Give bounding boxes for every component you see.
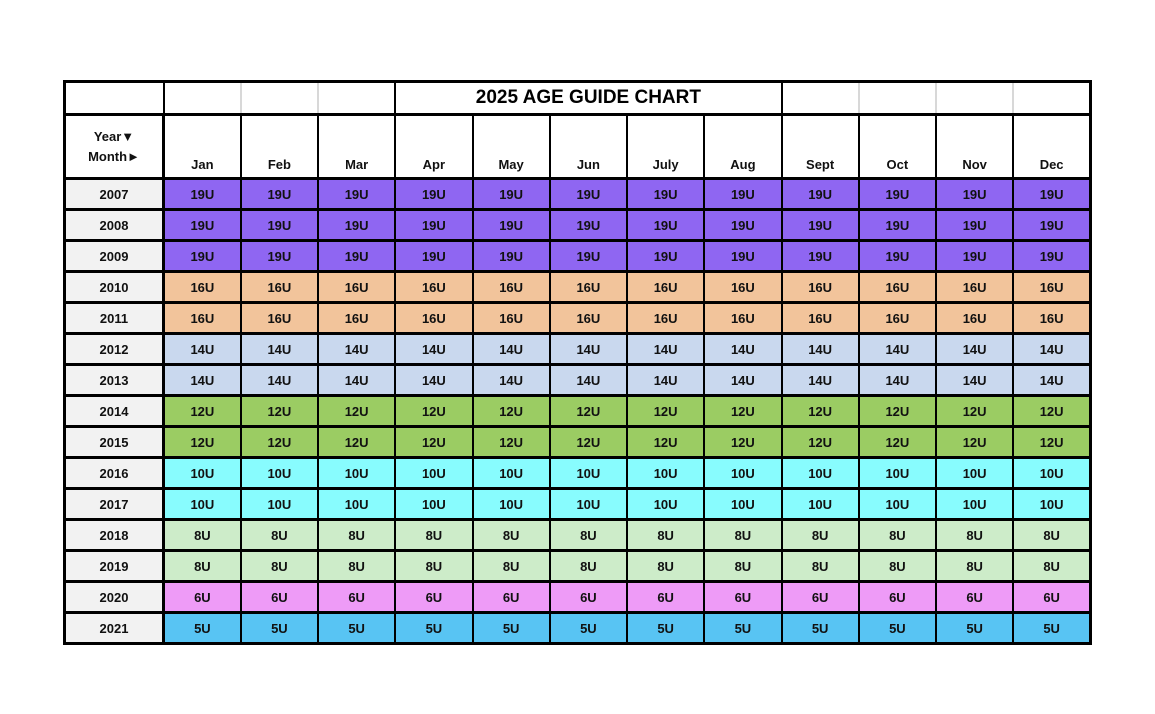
age-group-cell: 10U	[936, 489, 1013, 520]
age-group-cell: 16U	[318, 303, 395, 334]
age-group-cell: 10U	[395, 458, 472, 489]
age-group-cell: 12U	[704, 396, 781, 427]
age-group-cell: 19U	[473, 241, 550, 272]
birth-year-cell: 2011	[65, 303, 164, 334]
age-group-cell: 8U	[627, 551, 704, 582]
age-group-cell: 10U	[936, 458, 1013, 489]
age-group-cell: 19U	[859, 179, 936, 210]
year-row	[65, 272, 1091, 303]
age-group-cell: 19U	[395, 179, 472, 210]
age-group-cell: 8U	[704, 520, 781, 551]
year-row	[65, 489, 1091, 520]
age-group-cell: 16U	[395, 272, 472, 303]
age-group-cell: 12U	[704, 427, 781, 458]
age-group-cell: 10U	[241, 489, 318, 520]
age-group-cell: 19U	[473, 179, 550, 210]
age-group-cell: 5U	[859, 613, 936, 644]
age-group-cell: 14U	[550, 365, 627, 396]
age-group-cell: 19U	[782, 210, 859, 241]
age-group-cell: 16U	[1013, 303, 1090, 334]
age-group-cell: 5U	[936, 613, 1013, 644]
age-group-cell: 10U	[550, 458, 627, 489]
age-group-cell: 16U	[936, 303, 1013, 334]
age-group-cell: 8U	[473, 520, 550, 551]
age-group-cell: 16U	[627, 272, 704, 303]
age-group-cell: 19U	[241, 241, 318, 272]
age-group-cell: 19U	[627, 179, 704, 210]
age-group-cell: 19U	[704, 241, 781, 272]
age-group-cell: 5U	[318, 613, 395, 644]
year-row	[65, 241, 1091, 272]
year-row	[65, 396, 1091, 427]
birth-year-cell: 2021	[65, 613, 164, 644]
age-group-cell: 16U	[704, 303, 781, 334]
corner-header	[65, 115, 164, 179]
age-group-cell: 14U	[782, 365, 859, 396]
month-header: Sept	[782, 115, 859, 179]
age-group-cell: 6U	[395, 582, 472, 613]
age-group-cell: 16U	[782, 272, 859, 303]
age-group-cell: 8U	[395, 520, 472, 551]
age-group-cell: 10U	[473, 458, 550, 489]
age-group-cell: 10U	[1013, 458, 1090, 489]
age-group-cell: 14U	[936, 334, 1013, 365]
age-group-cell: 19U	[318, 210, 395, 241]
age-group-cell: 12U	[1013, 427, 1090, 458]
age-group-cell: 14U	[1013, 365, 1090, 396]
month-header: Mar	[318, 115, 395, 179]
age-group-cell: 6U	[936, 582, 1013, 613]
age-group-cell: 5U	[627, 613, 704, 644]
year-row	[65, 427, 1091, 458]
month-header-row	[65, 115, 1091, 179]
age-group-cell: 14U	[627, 365, 704, 396]
age-group-cell: 8U	[1013, 520, 1090, 551]
year-row	[65, 520, 1091, 551]
age-group-cell: 12U	[936, 396, 1013, 427]
age-group-cell: 19U	[473, 210, 550, 241]
age-group-cell: 8U	[936, 551, 1013, 582]
age-group-cell: 16U	[936, 272, 1013, 303]
age-group-cell: 8U	[550, 551, 627, 582]
age-group-cell: 12U	[395, 396, 472, 427]
age-group-cell: 5U	[550, 613, 627, 644]
title-spacer-cell	[782, 82, 859, 115]
birth-year-cell: 2018	[65, 520, 164, 551]
age-group-cell: 12U	[473, 396, 550, 427]
age-group-cell: 10U	[473, 489, 550, 520]
year-row	[65, 334, 1091, 365]
birth-year-cell: 2008	[65, 210, 164, 241]
title-spacer-cell	[65, 82, 164, 115]
age-group-cell: 19U	[550, 210, 627, 241]
year-row	[65, 303, 1091, 334]
age-group-cell: 12U	[164, 396, 241, 427]
age-group-cell: 8U	[473, 551, 550, 582]
title-spacer-cell	[1013, 82, 1090, 115]
age-group-cell: 12U	[1013, 396, 1090, 427]
birth-year-cell: 2007	[65, 179, 164, 210]
age-group-cell: 10U	[782, 458, 859, 489]
age-group-cell: 12U	[936, 427, 1013, 458]
age-group-cell: 16U	[164, 272, 241, 303]
month-header: Aug	[704, 115, 781, 179]
year-row	[65, 179, 1091, 210]
age-group-cell: 19U	[1013, 179, 1090, 210]
birth-year-cell: 2010	[65, 272, 164, 303]
age-group-cell: 10U	[164, 489, 241, 520]
age-group-cell: 12U	[627, 396, 704, 427]
birth-year-cell: 2017	[65, 489, 164, 520]
age-group-cell: 16U	[473, 303, 550, 334]
age-group-cell: 10U	[704, 489, 781, 520]
age-group-cell: 10U	[627, 489, 704, 520]
age-group-cell: 10U	[782, 489, 859, 520]
age-group-cell: 8U	[164, 551, 241, 582]
age-group-cell: 10U	[395, 489, 472, 520]
age-group-cell: 14U	[473, 334, 550, 365]
month-header: Nov	[936, 115, 1013, 179]
age-group-cell: 12U	[318, 396, 395, 427]
title-spacer-cell	[241, 82, 318, 115]
birth-year-cell: 2016	[65, 458, 164, 489]
age-group-cell: 12U	[473, 427, 550, 458]
year-row	[65, 613, 1091, 644]
age-group-cell: 16U	[241, 272, 318, 303]
age-guide-table	[63, 80, 1092, 645]
age-group-cell: 16U	[164, 303, 241, 334]
age-group-cell: 14U	[241, 334, 318, 365]
title-spacer-cell	[318, 82, 395, 115]
age-group-cell: 19U	[241, 210, 318, 241]
age-group-cell: 8U	[164, 520, 241, 551]
birth-year-cell: 2020	[65, 582, 164, 613]
age-group-cell: 19U	[318, 179, 395, 210]
age-group-cell: 16U	[859, 272, 936, 303]
age-group-cell: 14U	[936, 365, 1013, 396]
month-header: July	[627, 115, 704, 179]
year-row	[65, 210, 1091, 241]
age-group-cell: 14U	[704, 365, 781, 396]
age-group-cell: 6U	[241, 582, 318, 613]
age-group-cell: 12U	[782, 427, 859, 458]
age-group-cell: 16U	[395, 303, 472, 334]
age-group-cell: 12U	[241, 427, 318, 458]
age-group-cell: 8U	[318, 520, 395, 551]
age-group-cell: 10U	[859, 489, 936, 520]
title-spacer-cell	[936, 82, 1013, 115]
age-group-cell: 14U	[473, 365, 550, 396]
age-group-cell: 8U	[1013, 551, 1090, 582]
age-group-cell: 5U	[164, 613, 241, 644]
age-group-cell: 12U	[627, 427, 704, 458]
age-group-cell: 19U	[318, 241, 395, 272]
age-group-cell: 16U	[782, 303, 859, 334]
age-group-cell: 14U	[550, 334, 627, 365]
age-group-cell: 12U	[859, 427, 936, 458]
age-group-cell: 12U	[782, 396, 859, 427]
month-header: Dec	[1013, 115, 1090, 179]
age-group-cell: 19U	[782, 241, 859, 272]
age-group-cell: 19U	[936, 210, 1013, 241]
age-group-cell: 19U	[859, 210, 936, 241]
age-group-cell: 19U	[782, 179, 859, 210]
birth-year-cell: 2012	[65, 334, 164, 365]
age-group-cell: 10U	[704, 458, 781, 489]
age-group-cell: 14U	[1013, 334, 1090, 365]
age-group-cell: 8U	[782, 520, 859, 551]
age-group-cell: 8U	[782, 551, 859, 582]
month-header: Oct	[859, 115, 936, 179]
birth-year-cell: 2019	[65, 551, 164, 582]
age-rows	[65, 179, 1091, 644]
age-group-cell: 10U	[550, 489, 627, 520]
age-group-cell: 14U	[782, 334, 859, 365]
birth-year-cell: 2009	[65, 241, 164, 272]
year-row	[65, 365, 1091, 396]
age-group-cell: 8U	[241, 551, 318, 582]
month-header: Apr	[395, 115, 472, 179]
age-group-cell: 6U	[164, 582, 241, 613]
year-row	[65, 551, 1091, 582]
month-header: Jun	[550, 115, 627, 179]
age-group-cell: 16U	[859, 303, 936, 334]
age-group-cell: 16U	[550, 303, 627, 334]
age-group-cell: 19U	[936, 241, 1013, 272]
year-row	[65, 582, 1091, 613]
age-group-cell: 14U	[318, 334, 395, 365]
age-group-cell: 16U	[550, 272, 627, 303]
age-group-cell: 10U	[164, 458, 241, 489]
age-group-cell: 8U	[936, 520, 1013, 551]
age-group-cell: 19U	[627, 241, 704, 272]
age-group-cell: 19U	[936, 179, 1013, 210]
age-group-cell: 19U	[164, 179, 241, 210]
age-group-cell: 14U	[704, 334, 781, 365]
age-group-cell: 19U	[704, 210, 781, 241]
month-header: May	[473, 115, 550, 179]
age-group-cell: 19U	[164, 241, 241, 272]
age-group-cell: 8U	[627, 520, 704, 551]
year-axis-label: Year▼	[93, 128, 135, 144]
age-group-cell: 12U	[241, 396, 318, 427]
age-group-cell: 5U	[473, 613, 550, 644]
age-group-cell: 19U	[1013, 210, 1090, 241]
age-group-cell: 10U	[318, 458, 395, 489]
month-axis-label: Month►	[88, 148, 140, 164]
age-group-cell: 14U	[859, 365, 936, 396]
birth-year-cell: 2013	[65, 365, 164, 396]
age-group-cell: 5U	[241, 613, 318, 644]
month-header: Jan	[164, 115, 241, 179]
age-group-cell: 10U	[318, 489, 395, 520]
age-group-cell: 19U	[550, 241, 627, 272]
age-group-cell: 6U	[627, 582, 704, 613]
age-group-cell: 14U	[859, 334, 936, 365]
title-spacer-cell	[859, 82, 936, 115]
age-group-cell: 12U	[164, 427, 241, 458]
age-group-cell: 16U	[704, 272, 781, 303]
age-group-cell: 16U	[473, 272, 550, 303]
birth-year-cell: 2014	[65, 396, 164, 427]
age-group-cell: 6U	[782, 582, 859, 613]
age-group-cell: 19U	[395, 241, 472, 272]
age-group-cell: 10U	[1013, 489, 1090, 520]
age-group-cell: 8U	[704, 551, 781, 582]
age-group-cell: 6U	[704, 582, 781, 613]
age-group-cell: 19U	[395, 210, 472, 241]
chart-title: 2025 AGE GUIDE CHART	[395, 82, 781, 115]
age-group-cell: 5U	[782, 613, 859, 644]
birth-year-cell: 2015	[65, 427, 164, 458]
age-group-cell: 14U	[241, 365, 318, 396]
age-group-cell: 19U	[241, 179, 318, 210]
age-group-cell: 19U	[1013, 241, 1090, 272]
age-group-cell: 16U	[627, 303, 704, 334]
age-group-cell: 16U	[318, 272, 395, 303]
age-group-cell: 12U	[550, 427, 627, 458]
age-group-cell: 14U	[627, 334, 704, 365]
age-group-cell: 14U	[395, 365, 472, 396]
age-group-cell: 5U	[704, 613, 781, 644]
age-group-cell: 5U	[395, 613, 472, 644]
age-group-cell: 8U	[859, 520, 936, 551]
age-group-cell: 8U	[241, 520, 318, 551]
age-group-cell: 19U	[627, 210, 704, 241]
age-group-cell: 12U	[318, 427, 395, 458]
age-group-cell: 10U	[627, 458, 704, 489]
month-header: Feb	[241, 115, 318, 179]
age-group-cell: 19U	[164, 210, 241, 241]
age-group-cell: 16U	[1013, 272, 1090, 303]
age-group-cell: 8U	[859, 551, 936, 582]
age-group-cell: 12U	[395, 427, 472, 458]
age-group-cell: 6U	[859, 582, 936, 613]
age-group-cell: 14U	[164, 365, 241, 396]
age-group-cell: 8U	[318, 551, 395, 582]
age-group-cell: 16U	[241, 303, 318, 334]
age-group-cell: 8U	[395, 551, 472, 582]
age-group-cell: 5U	[1013, 613, 1090, 644]
age-group-cell: 14U	[164, 334, 241, 365]
age-group-cell: 12U	[550, 396, 627, 427]
age-group-cell: 8U	[550, 520, 627, 551]
age-group-cell: 6U	[1013, 582, 1090, 613]
age-group-cell: 14U	[395, 334, 472, 365]
age-group-cell: 12U	[859, 396, 936, 427]
age-group-cell: 6U	[473, 582, 550, 613]
year-row	[65, 458, 1091, 489]
age-group-cell: 6U	[318, 582, 395, 613]
age-group-cell: 10U	[241, 458, 318, 489]
title-spacer-cell	[164, 82, 241, 115]
age-group-cell: 19U	[550, 179, 627, 210]
age-group-cell: 19U	[859, 241, 936, 272]
age-group-cell: 6U	[550, 582, 627, 613]
age-group-cell: 19U	[704, 179, 781, 210]
age-group-cell: 10U	[859, 458, 936, 489]
title-row	[65, 82, 1091, 115]
age-group-cell: 14U	[318, 365, 395, 396]
